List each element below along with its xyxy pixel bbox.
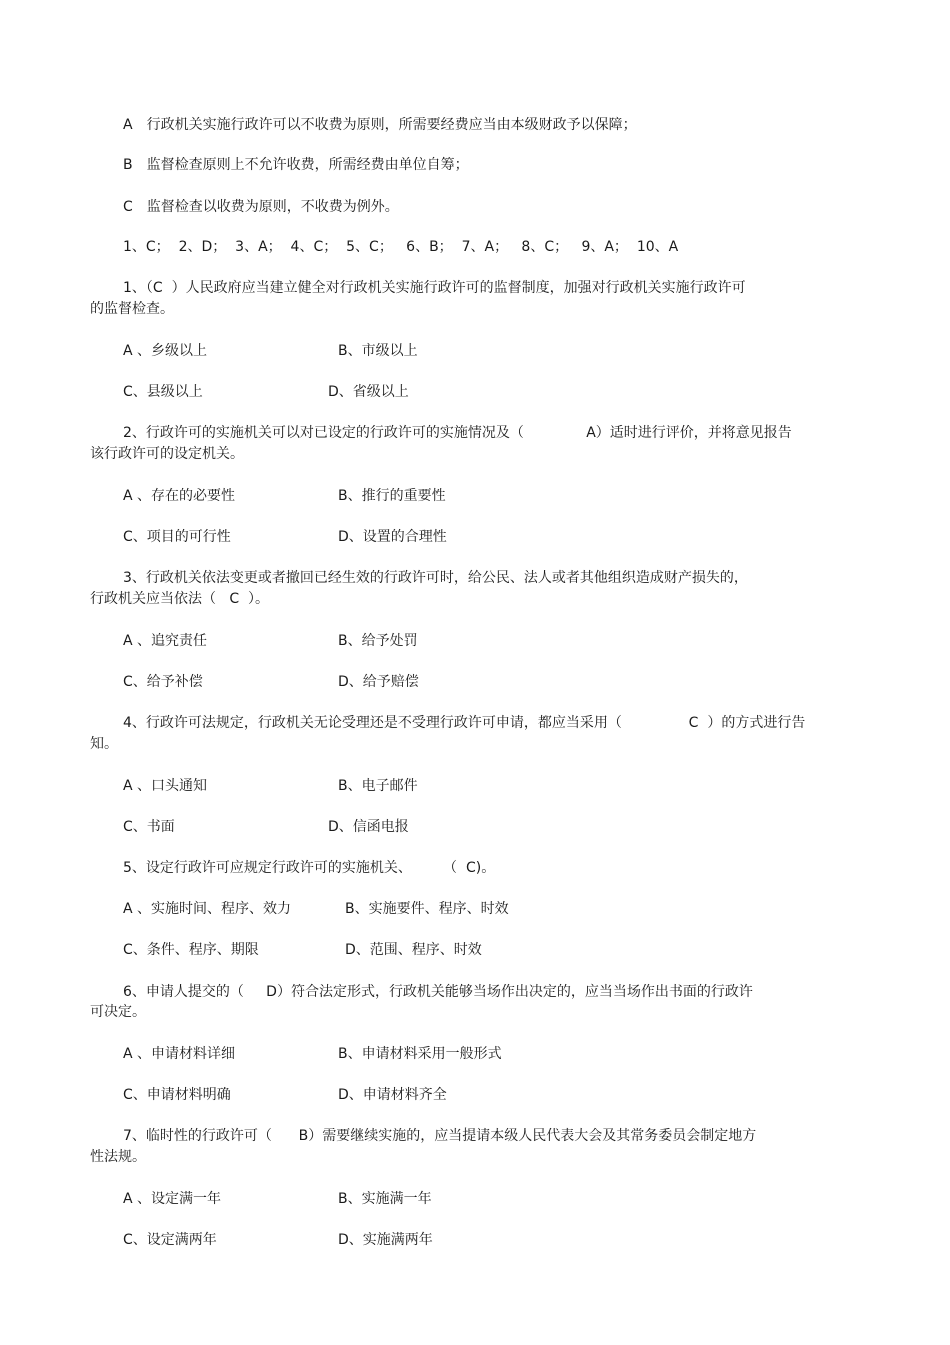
question-3-option-b: B、给予处罚 xyxy=(338,633,418,649)
question-3-option-c: C、给予补偿 xyxy=(123,674,203,690)
question-5-option-d: D、范围、程序、时效 xyxy=(345,942,482,958)
question-3-option-a: A 、追究责任 xyxy=(123,633,208,649)
question-2-option-a: A 、存在的必要性 xyxy=(123,488,236,504)
question-5-option-a: A 、实施时间、程序、效力 xyxy=(123,901,292,917)
question-1-option-a: A 、乡级以上 xyxy=(123,343,208,359)
question-1-option-b: B、市级以上 xyxy=(338,343,418,359)
intro-option-a: A 行政机关实施行政许可以不收费为原则，所需要经费应当由本级财政予以保障； xyxy=(123,117,637,133)
question-4-stem-cont: 知。 xyxy=(90,736,118,752)
question-7-option-c: C、设定满两年 xyxy=(123,1232,217,1248)
question-6-option-d: D、申请材料齐全 xyxy=(338,1087,447,1103)
question-4-stem: 4、行政许可法规定，行政机关无论受理还是不受理行政许可申请，都应当采用（ C ）的方式进行告 xyxy=(123,715,806,731)
answer-key: 1、C； 2、D； 3、A； 4、C； 5、C； 6、B； 7、A； 8、C； 9、A； 10、A xyxy=(123,239,679,255)
question-6-option-b: B、申请材料采用一般形式 xyxy=(338,1046,502,1062)
question-7-option-d: D、实施满两年 xyxy=(338,1232,433,1248)
question-1-option-d: D、省级以上 xyxy=(328,384,409,400)
question-3-stem: 3、行政机关依法变更或者撤回已经生效的行政许可时，给公民、法人或者其他组织造成财产损失的， xyxy=(123,570,748,586)
question-3-option-d: D、给予赔偿 xyxy=(338,674,419,690)
question-1-stem: 1、（C ）人民政府应当建立健全对行政机关实施行政许可的监督制度，加强对行政机关实施行政许可 xyxy=(123,280,746,296)
question-2-stem-cont: 该行政许可的设定机关。 xyxy=(90,446,244,462)
question-6-option-c: C、申请材料明确 xyxy=(123,1087,231,1103)
question-2-stem: 2、行政许可的实施机关可以对已设定的行政许可的实施情况及（ A）适时进行评价，并将意见报告 xyxy=(123,425,792,441)
question-1-stem-cont: 的监督检查。 xyxy=(90,301,174,317)
question-7-option-b: B、实施满一年 xyxy=(338,1191,432,1207)
question-6-stem: 6、申请人提交的（ D）符合法定形式，行政机关能够当场作出决定的，应当当场作出书面的行政许 xyxy=(123,984,753,1000)
question-4-option-d: D、信函电报 xyxy=(328,819,409,835)
question-3-stem-cont: 行政机关应当依法（ C ）。 xyxy=(90,591,270,607)
question-2-option-b: B、推行的重要性 xyxy=(338,488,446,504)
question-7-stem-cont: 性法规。 xyxy=(90,1149,146,1165)
question-4-option-b: B、电子邮件 xyxy=(338,778,418,794)
question-5-stem: 5、设定行政许可应规定行政许可的实施机关、 （ C)。 xyxy=(123,860,496,876)
question-5-option-c: C、条件、程序、期限 xyxy=(123,942,259,958)
question-7-option-a: A 、设定满一年 xyxy=(123,1191,222,1207)
question-6-option-a: A 、申请材料详细 xyxy=(123,1046,236,1062)
intro-option-c: C 监督检查以收费为原则，不收费为例外。 xyxy=(123,199,399,215)
question-4-option-a: A 、口头通知 xyxy=(123,778,208,794)
question-2-option-c: C、项目的可行性 xyxy=(123,529,231,545)
question-7-stem: 7、临时性的行政许可（ B）需要继续实施的，应当提请本级人民代表大会及其常务委员会制定地方 xyxy=(123,1128,757,1144)
intro-option-b: B 监督检查原则上不允许收费，所需经费由单位自筹； xyxy=(123,157,469,173)
question-6-stem-cont: 可决定。 xyxy=(90,1004,146,1020)
question-5-option-b: B、实施要件、程序、时效 xyxy=(345,901,509,917)
question-1-option-c: C、县级以上 xyxy=(123,384,203,400)
question-2-option-d: D、设置的合理性 xyxy=(338,529,447,545)
question-4-option-c: C、书面 xyxy=(123,819,175,835)
